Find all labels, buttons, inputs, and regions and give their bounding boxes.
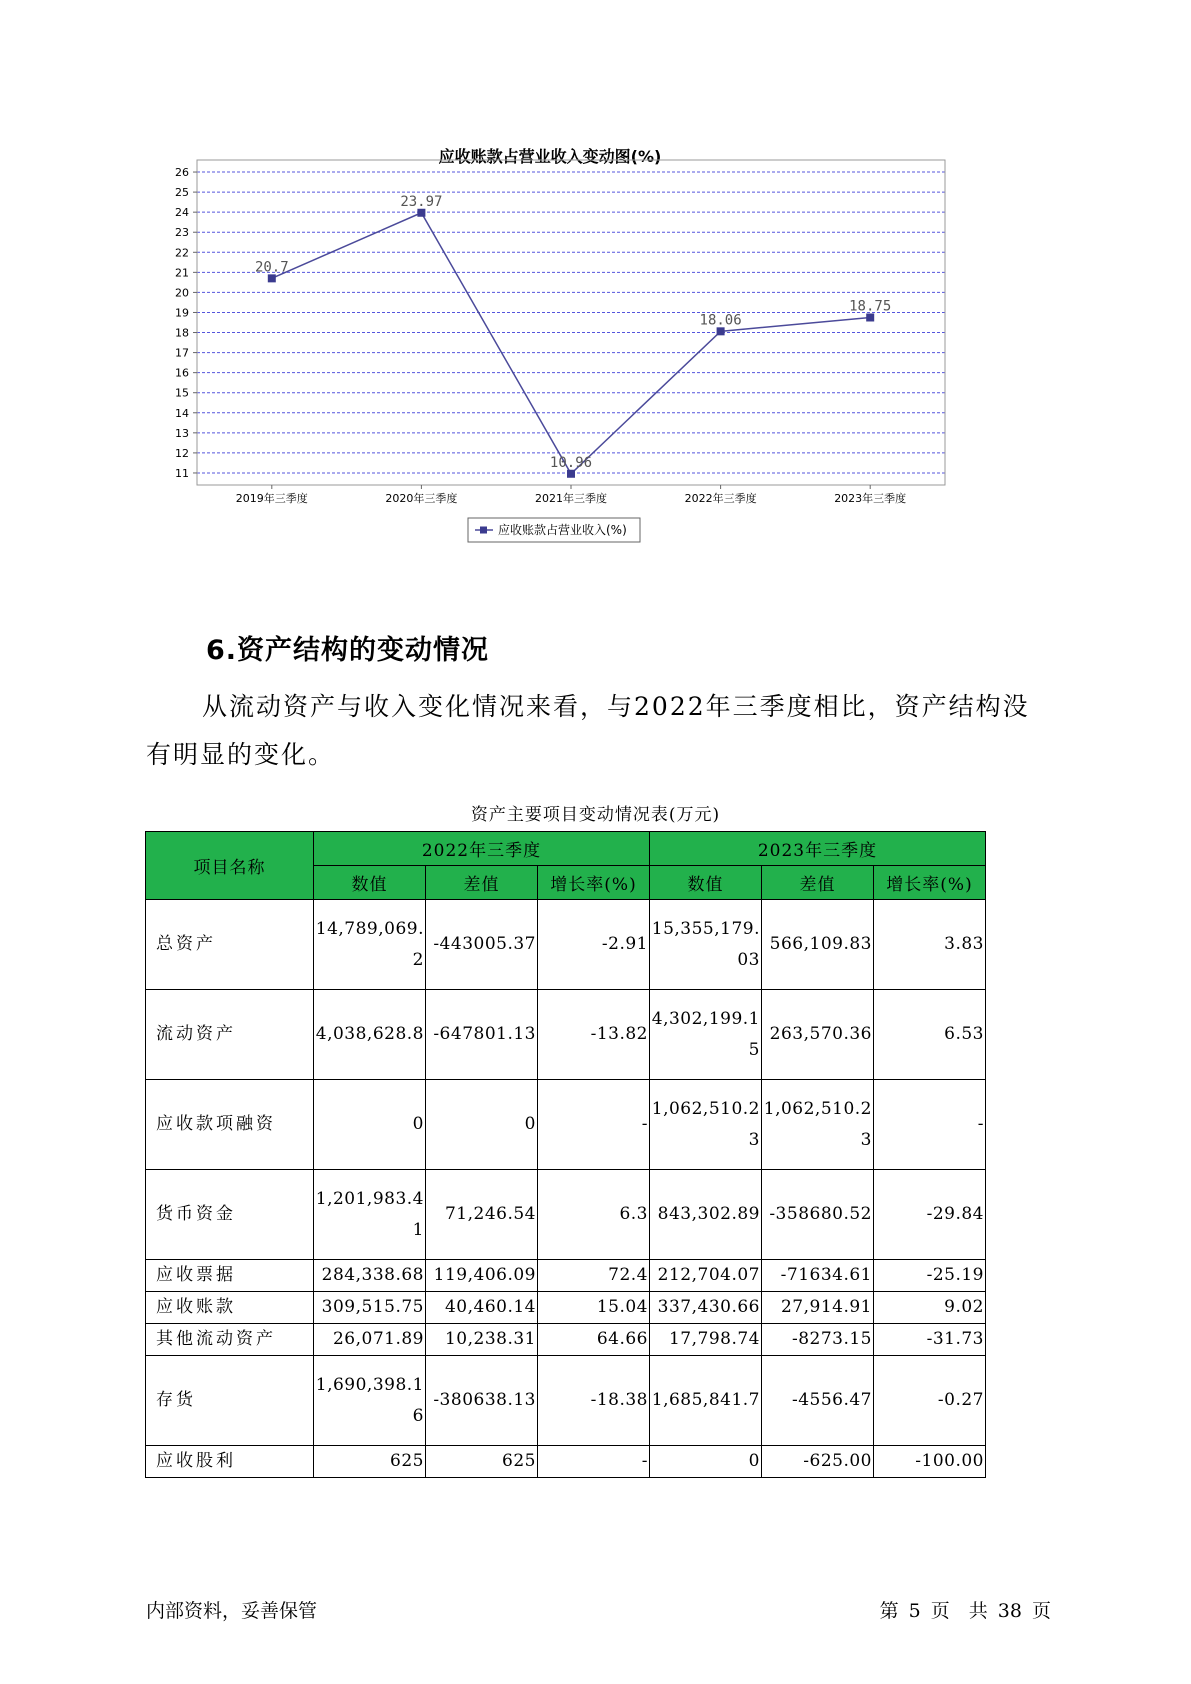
y-tick-label: 15 — [175, 386, 189, 400]
subheader-value: 数值 — [314, 866, 426, 900]
cell-growth: 6.3 — [538, 1170, 650, 1260]
page-number: 第 5 页 共 38 页 — [879, 1600, 1051, 1622]
cell-value: 337,430.66 — [650, 1292, 762, 1324]
cell-value: 14,789,069.2 — [314, 900, 426, 990]
cell-value: 0 — [314, 1080, 426, 1170]
row-label: 总资产 — [146, 900, 314, 990]
data-point-marker — [417, 209, 425, 217]
y-tick-label: 22 — [175, 246, 189, 260]
cell-difference: -380638.13 — [426, 1356, 538, 1446]
table-caption: 资产主要项目变动情况表(万元) — [470, 805, 721, 825]
row-label: 货币资金 — [146, 1170, 314, 1260]
cell-difference: 119,406.09 — [426, 1260, 538, 1292]
y-tick-label: 24 — [175, 206, 189, 220]
y-tick-label: 17 — [175, 346, 189, 360]
cell-growth: -100.00 — [874, 1446, 986, 1478]
chart-title: 应收账款占营业收入变动图(%) — [438, 147, 662, 166]
y-tick-label: 21 — [175, 266, 189, 280]
cell-difference: 10,238.31 — [426, 1324, 538, 1356]
cell-difference: -71634.61 — [762, 1260, 874, 1292]
cell-value: 284,338.68 — [314, 1260, 426, 1292]
chart-legend — [468, 518, 640, 542]
x-tick-label: 2021年三季度 — [535, 492, 607, 505]
section-heading: 6.资产结构的变动情况 — [206, 635, 490, 666]
cell-growth: - — [538, 1446, 650, 1478]
y-tick-label: 25 — [175, 186, 189, 200]
cell-growth: -29.84 — [874, 1170, 986, 1260]
y-tick-label: 13 — [175, 426, 189, 440]
legend-label: 应收账款占营业收入(%) — [498, 523, 627, 537]
y-tick-label: 19 — [175, 306, 189, 320]
row-label: 应收账款 — [146, 1292, 314, 1324]
cell-value: 309,515.75 — [314, 1292, 426, 1324]
cell-difference: 27,914.91 — [762, 1292, 874, 1324]
plot-frame — [197, 160, 945, 485]
subheader-growth-rate: 增长率(%) — [538, 866, 650, 900]
cell-difference: -443005.37 — [426, 900, 538, 990]
chart-svg — [150, 140, 1050, 600]
cell-difference: 263,570.36 — [762, 990, 874, 1080]
group-header-2022: 2022年三季度 — [314, 832, 650, 866]
cell-value: 0 — [650, 1446, 762, 1478]
legend-marker — [480, 527, 487, 534]
cell-difference: -8273.15 — [762, 1324, 874, 1356]
cell-difference: 625 — [426, 1446, 538, 1478]
table-row — [146, 1356, 986, 1446]
cell-growth: 6.53 — [874, 990, 986, 1080]
row-label: 其他流动资产 — [146, 1324, 314, 1356]
table-row — [146, 1170, 986, 1260]
cell-difference: 0 — [426, 1080, 538, 1170]
cell-growth: 72.4 — [538, 1260, 650, 1292]
section-paragraph: 从流动资产与收入变化情况来看，与2022年三季度相比，资产结构没有明显的变化。 — [146, 692, 1030, 769]
cell-growth: -18.38 — [538, 1356, 650, 1446]
cell-growth: - — [874, 1080, 986, 1170]
row-label: 应收票据 — [146, 1260, 314, 1292]
y-tick-label: 26 — [175, 166, 189, 180]
cell-difference: 566,109.83 — [762, 900, 874, 990]
cell-value: 843,302.89 — [650, 1170, 762, 1260]
table-row — [146, 1080, 986, 1170]
y-tick-label: 14 — [175, 406, 189, 420]
cell-growth: 15.04 — [538, 1292, 650, 1324]
table-row — [146, 990, 986, 1080]
x-tick-label: 2023年三季度 — [834, 492, 907, 505]
cell-growth: - — [538, 1080, 650, 1170]
data-point-marker — [866, 313, 874, 321]
y-tick-label: 16 — [175, 366, 189, 380]
data-label: 18.06 — [699, 312, 742, 329]
cell-growth: 3.83 — [874, 900, 986, 990]
row-label: 流动资产 — [146, 990, 314, 1080]
x-tick-label: 2022年三季度 — [684, 492, 757, 505]
y-tick-label: 23 — [175, 226, 189, 240]
table-row — [146, 1324, 986, 1356]
item-name-header: 项目名称 — [146, 832, 314, 900]
footer-note: 内部资料，妥善保管 — [146, 1600, 318, 1622]
data-label: 20.7 — [254, 259, 289, 276]
table-row — [146, 1446, 986, 1478]
cell-value: 4,302,199.15 — [650, 990, 762, 1080]
cell-value: 1,062,510.23 — [650, 1080, 762, 1170]
subheader-difference: 差值 — [426, 866, 538, 900]
x-tick-label: 2020年三季度 — [385, 492, 458, 505]
data-label: 10.96 — [549, 454, 593, 471]
y-tick-label: 18 — [175, 326, 189, 340]
cell-value: 4,038,628.8 — [314, 990, 426, 1080]
cell-value: 1,690,398.16 — [314, 1356, 426, 1446]
group-header-2023: 2023年三季度 — [650, 832, 986, 866]
data-label: 18.75 — [849, 298, 892, 315]
cell-growth: -0.27 — [874, 1356, 986, 1446]
cell-value: 625 — [314, 1446, 426, 1478]
series-line — [272, 213, 870, 474]
y-tick-label: 20 — [175, 286, 189, 300]
cell-growth: -2.91 — [538, 900, 650, 990]
ar-revenue-chart — [150, 140, 1050, 600]
cell-difference: 40,460.14 — [426, 1292, 538, 1324]
subheader-growth-rate: 增长率(%) — [874, 866, 986, 900]
cell-difference: -358680.52 — [762, 1170, 874, 1260]
cell-value: 15,355,179.03 — [650, 900, 762, 990]
subheader-difference: 差值 — [762, 866, 874, 900]
data-label: 23.97 — [400, 193, 443, 210]
cell-value: 1,685,841.7 — [650, 1356, 762, 1446]
row-label: 应收股利 — [146, 1446, 314, 1478]
row-label: 存货 — [146, 1356, 314, 1446]
cell-growth: 9.02 — [874, 1292, 986, 1324]
data-point-marker — [567, 470, 575, 478]
cell-value: 212,704.07 — [650, 1260, 762, 1292]
cell-difference: -625.00 — [762, 1446, 874, 1478]
table-row — [146, 900, 986, 990]
table-row — [146, 1260, 986, 1292]
cell-difference: -4556.47 — [762, 1356, 874, 1446]
x-tick-label: 2019年三季度 — [235, 492, 308, 505]
asset-table — [145, 831, 986, 1478]
subheader-value: 数值 — [650, 866, 762, 900]
cell-value: 1,201,983.41 — [314, 1170, 426, 1260]
row-label: 应收款项融资 — [146, 1080, 314, 1170]
y-tick-label: 11 — [175, 466, 189, 480]
y-tick-label: 12 — [175, 446, 189, 460]
data-point-marker — [717, 327, 725, 335]
cell-difference: -647801.13 — [426, 990, 538, 1080]
cell-growth: -25.19 — [874, 1260, 986, 1292]
cell-value: 26,071.89 — [314, 1324, 426, 1356]
cell-growth: 64.66 — [538, 1324, 650, 1356]
data-point-marker — [268, 274, 276, 282]
cell-growth: -31.73 — [874, 1324, 986, 1356]
cell-value: 17,798.74 — [650, 1324, 762, 1356]
cell-growth: -13.82 — [538, 990, 650, 1080]
table-row — [146, 1292, 986, 1324]
cell-difference: 71,246.54 — [426, 1170, 538, 1260]
cell-difference: 1,062,510.23 — [762, 1080, 874, 1170]
